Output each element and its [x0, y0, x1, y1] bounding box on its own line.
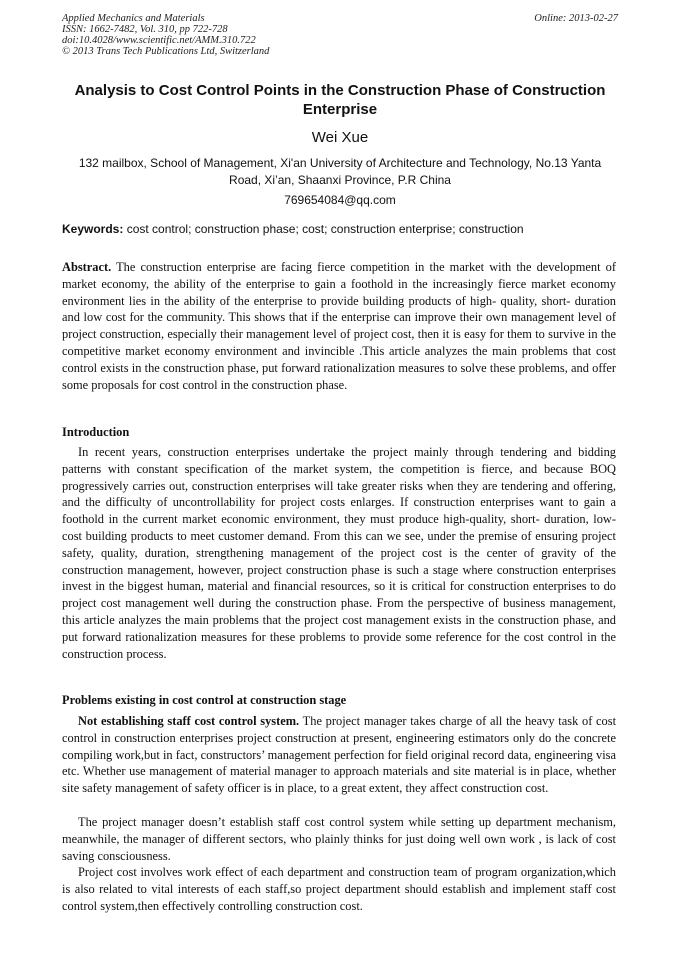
doi-line: doi:10.4028/www.scientific.net/AMM.310.722 [62, 35, 256, 46]
introduction-paragraph: In recent years, construction enterprises undertake the project mainly through tendering and bidding patterns with constant specification of the market system, the competition is fierce, and because BOQ progressively carries out, construction enterprises will take greater risks when they are tendering and offering, and the difficulty of uncontrollability for project costs enlarges. If construction enterprises want to gain a foothold in the current market economic environment, they must produce high-quality, short- duration, low- cost building products to meet customer demand. From this can we see, under the premise of ensuring project safety, quality, duration, strengthening management of the project cost is the center of gravity of the construction management, however, project construction phase is such a stage where construction enterprises invest in the biggest human, material and financial resources, so it is critical for construction enterprises to do project cost management well during the construction phase. From the perspective of business management, this article analyzes the main problems that the project cost management exists in the construction phase, and put forward rationalization measures for these problems to provide some reference for the cost control in the construction process. [62, 445, 616, 661]
section-heading-problems: Problems existing in cost control at construction stage [62, 693, 347, 707]
paragraph-lead-in: Not establishing staff cost control system. [78, 714, 300, 728]
paper-title: Analysis to Cost Control Points in the Construction Phase of Construction Enterprise [74, 82, 606, 118]
abstract-paragraph [62, 259, 616, 393]
journal-name: Applied Mechanics and Materials [62, 13, 205, 24]
paragraph-body: The project manager takes charge of all the heavy task of cost control in construction enterprises project construction at present, engineering estimators only do the concrete compiling work,but in fact, constructors’ management perfection for field original record data, engineering visa etc. Whether use management of material manager to approach materials and site material is in place, whether site safety management of safety officer is in place, to a great extent, they affect construction cost. [62, 714, 617, 796]
online-date: Online: 2013-02-27 [534, 13, 618, 24]
section-heading-introduction: Introduction [62, 425, 130, 439]
problems-paragraph-1 [62, 713, 616, 797]
copyright-line: © 2013 Trans Tech Publications Ltd, Switzerland [62, 46, 270, 57]
author-affiliation: 132 mailbox, School of Management, Xi'an University of Architecture and Technology, No.13 Yanta Road, Xi’an, Shaanxi Province, P.R China [78, 156, 602, 187]
author-email: 769654084@qq.com [284, 193, 396, 207]
abstract-text: The construction enterprise are facing fierce competition in the market with the development of market economy, the ability of the enterprise to gain a foothold in the increasingly fierce market economy environment lies in the ability of the enterprise to provide building products of high- quality, short- duration and low cost for the community. This shows that if the enterprise can improve their own management level of project construction, especially their management level of project cost, then it is easy for them to survive in the competitive market economy environment and invincible .This article analyzes the main problems that cost control exists in the construction phase, put forward rationalization measures to solve these problems, and offer some proposals for cost control in the construction phase. [62, 260, 617, 392]
keywords-label: Keywords: [62, 222, 124, 236]
problems-paragraph-3: Project cost involves work effect of each department and construction team of program organization,which is also related to vital interests of each staff,so project department should establish and implement staff cost control system,then effectively controlling construction cost. [62, 865, 616, 913]
keywords [62, 222, 618, 237]
author-name: Wei Xue [311, 129, 369, 146]
problems-paragraph-2: The project manager doesn’t establish staff cost control system while setting up department mechanism, meanwhile, the manager of different sectors, who plainly thinks for just doing well own work , is lack of cost saving consciousness. [62, 815, 616, 863]
keywords-text: cost control; construction phase; cost; construction enterprise; construction [126, 222, 524, 236]
abstract-label: Abstract. [62, 260, 112, 274]
issn-line: ISSN: 1662-7482, Vol. 310, pp 722-728 [62, 24, 228, 35]
journal-header [62, 13, 618, 57]
